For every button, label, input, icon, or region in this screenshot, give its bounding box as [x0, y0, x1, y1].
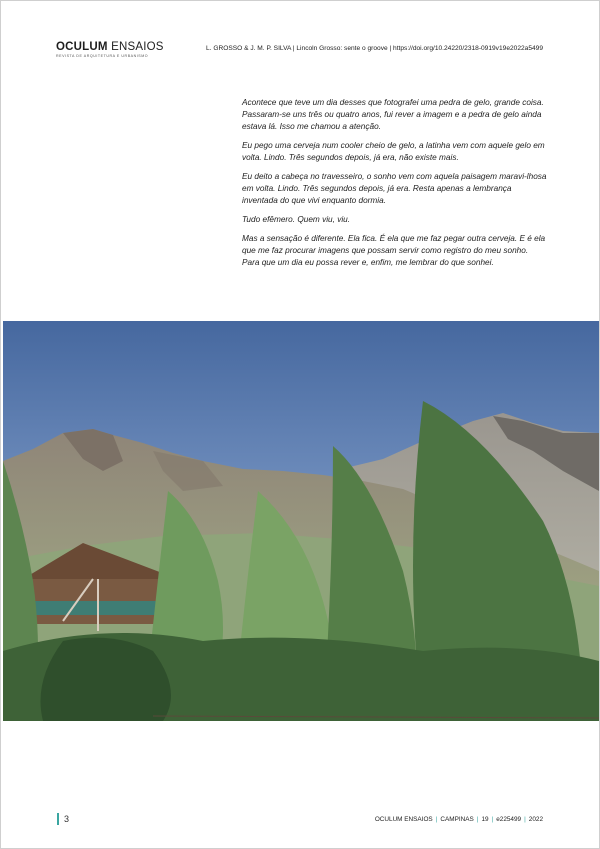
footer-separator: |: [491, 816, 494, 823]
page-number: 3: [57, 813, 69, 825]
footer-volume: 19: [481, 816, 489, 823]
logo-light: ENSAIOS: [111, 41, 164, 53]
logo-title: [56, 41, 164, 53]
article-reference: L. GROSSO & J. M. P. SILVA | Lincoln Grosso: sente o groove | https://doi.org/10.24220/2318-0919v19e2022a5499: [206, 45, 543, 52]
logo-subtitle: REVISTA DE ARQUITETURA E URBANISMO: [56, 54, 149, 58]
footer-separator: |: [435, 816, 438, 823]
footer-article-id: e225499: [496, 816, 522, 823]
paragraph: Acontece que teve um dia desses que fotografei uma pedra de gelo, grande coisa. Passaram-se uns três ou quatro anos, fui rever a imagem e a pedra de gelo ainda estava lá. Isso me chamou a atenção.: [242, 98, 544, 131]
paragraph: Mas a sensação é diferente. Ela fica. É ela que me faz pegar outra cerveja. E é ela que me faz procurar imagens que possam servir como registro do meu sonho. Para que um dia eu possa rever e, enfim, me lembrar do que sonhei.: [242, 234, 546, 267]
footer-citation: [375, 816, 543, 823]
footer-journal: OCULUM ENSAIOS: [374, 816, 433, 823]
body-text: [242, 97, 547, 276]
footer-separator: |: [524, 816, 526, 823]
journal-logo: [56, 41, 164, 58]
paragraph: Eu pego uma cerveja num cooler cheio de gelo, a latinha vem com aquele gelo em volta. Lindo. Três segundos depois, já era, não existe mais.: [242, 141, 545, 162]
paragraph: Eu deito a cabeça no travesseiro, o sonho vem com aquela paisagem maravi-lhosa em volta. Lindo. Três segundos depois, já era. Resta apenas a lembrança inventada do que vivi enquanto dormia.: [242, 172, 547, 205]
footer-year: 2022: [528, 816, 543, 823]
paragraph: Tudo efêmero. Quem viu, viu.: [242, 215, 351, 224]
landscape-photo-image: [3, 321, 599, 721]
logo-bold: OCULUM: [56, 41, 108, 53]
footer-city: CAMPINAS: [440, 816, 474, 823]
landscape-photo: [3, 321, 599, 721]
footer-separator: |: [476, 816, 479, 823]
